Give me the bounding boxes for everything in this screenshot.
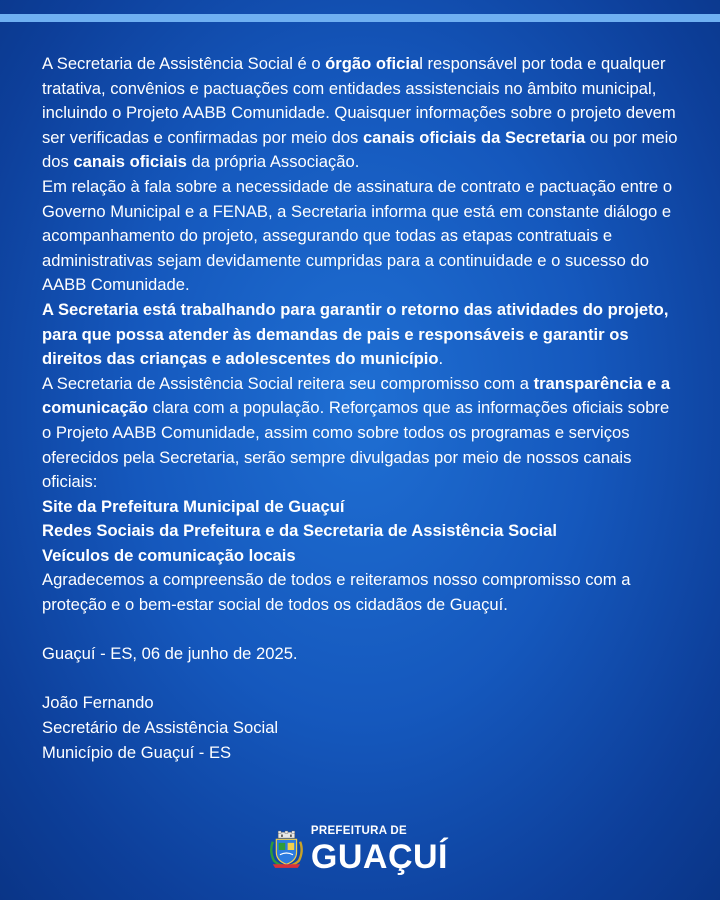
text-segment: ou por meio dos (42, 127, 678, 172)
channel-item-site (42, 495, 682, 520)
paragraph-official-body (42, 52, 682, 175)
channel-item-social (42, 519, 682, 544)
bold-segment: A Secretaria está trabalhando para garantir o retorno das atividades do projeto, para que possa atender às demandas de pais e responsáveis e garantir os direitos das crianças e adolescentes do município (42, 299, 669, 369)
signature-name: João Fernando (42, 693, 154, 713)
channel-item-local-media (42, 544, 682, 569)
text-segment: l responsável por toda e qualquer tratativa, convênios e pactuações com entidades assistenciais no âmbito municipal, incluindo o Projeto AABB Comunidade. Quaisquer informações sobre o projeto devem ser verificadas e confirmadas por meio dos (42, 54, 676, 147)
text-segment: clara com a população. Reforçamos que as informações oficiais sobre o Projeto AABB Comunidade, assim como sobre todos os programas e serviços oferecidos pela Secretaria, serão sempre divulgadas por meio de nossos canais oficiais: (42, 398, 670, 492)
text-segment: A Secretaria de Assistência Social reitera seu compromisso com a (42, 373, 534, 393)
logo-wordmark (311, 826, 448, 874)
bold-segment: canais oficiais da Secretaria (362, 127, 586, 147)
text-segment: . (438, 349, 444, 369)
bold-segment: canais oficiais (73, 152, 187, 172)
text-segment: A Secretaria de Assistência Social é o (42, 54, 326, 73)
bold-segment: órgão oficia (325, 54, 420, 73)
prefeitura-logo (268, 818, 448, 882)
paragraph-thanks: Agradecemos a compreensão de todos e reiteramos nosso compromisso com a proteção e o bem-estar social de todos os cidadãos de Guaçuí. (42, 570, 631, 615)
channel-label: Redes Sociais da Prefeitura e da Secretaria de Assistência Social (42, 521, 557, 541)
bold-segment: transparência e a comunicação (42, 373, 671, 418)
text-segment: da própria Associação. (186, 152, 360, 172)
channel-label: Site da Prefeitura Municipal de Guaçuí (42, 496, 345, 516)
statement-body (42, 52, 682, 765)
signature-role: Secretário de Assistência Social (42, 718, 279, 738)
logo-small-text: PREFEITURA DE (310, 825, 408, 838)
date-line: Guaçuí - ES, 06 de junho de 2025. (42, 644, 298, 664)
top-accent-bar (0, 14, 720, 22)
paragraph-activities (42, 298, 682, 372)
logo-big-text: GUAÇUÍ (310, 837, 448, 876)
municipal-crest-icon (268, 818, 305, 882)
paragraph-transparency (42, 372, 682, 495)
channel-label: Veículos de comunicação locais (42, 545, 296, 565)
paragraph-contract: Em relação à fala sobre a necessidade de assinatura de contrato e pactuação entre o Governo Municipal e a FENAB, a Secretaria informa que está em constante diálogo e acompanhamento do projeto, assegurando que todas as etapas contratuais e administrativas sejam devidamente cumpridas para a continuidade e o sucesso do AABB Comunidade. (42, 176, 673, 295)
signature-municipality: Município de Guaçuí - ES (42, 742, 232, 762)
